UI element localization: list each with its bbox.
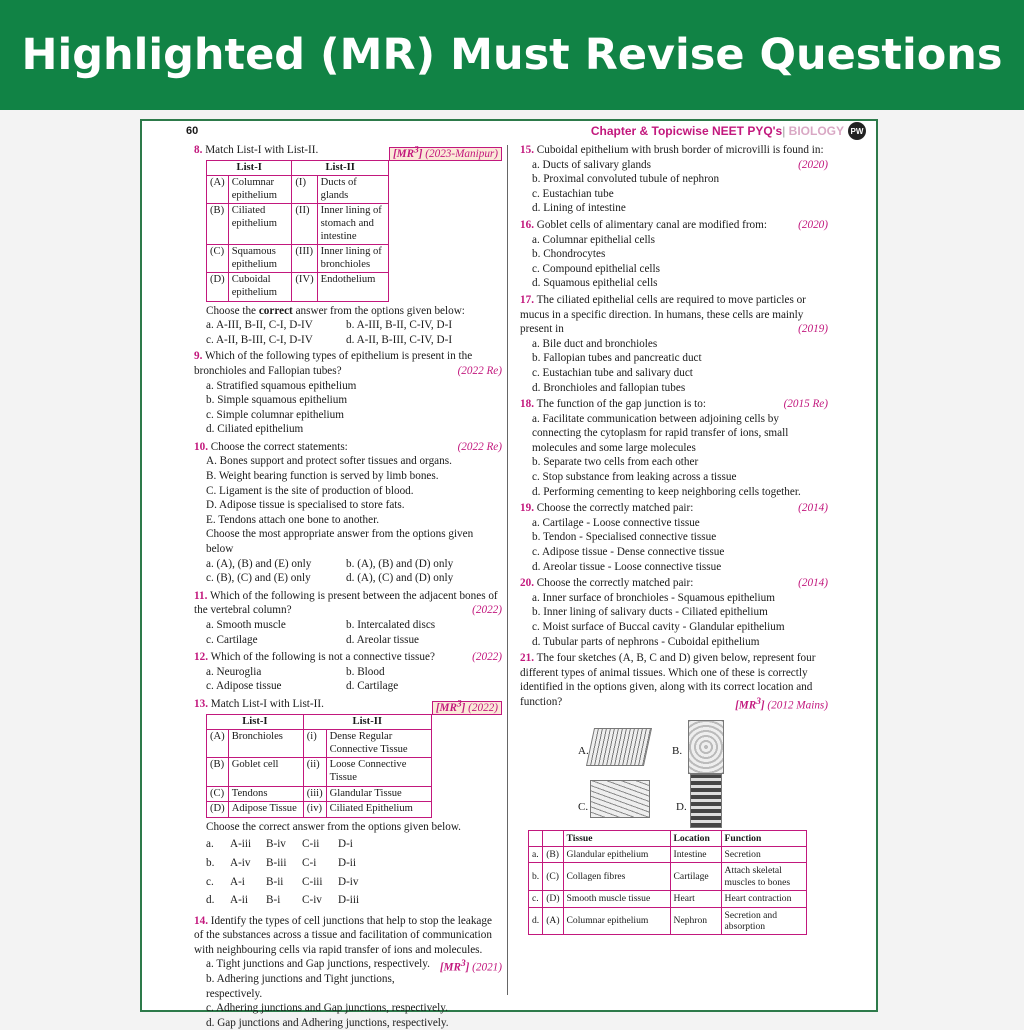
mr-sup: 3	[414, 145, 419, 155]
table-cell: Loose Connective Tissue	[326, 758, 431, 786]
question-number: 14.	[194, 914, 208, 927]
option-a[interactable]: a. (A), (B) and (E) only	[206, 557, 312, 570]
instruction-text: Choose the correct answer from the options given below.	[206, 820, 461, 833]
table-cell: Goblet cell	[228, 758, 303, 786]
option-d[interactable]: d. Squamous epithelial cells	[532, 277, 658, 290]
option-d[interactable]: d. Performing cementing to keep neighboring cells together.	[532, 485, 801, 498]
question-number: 9.	[194, 350, 203, 363]
question-year: (2014)	[798, 577, 828, 590]
table-cell: (A)	[543, 907, 563, 935]
mr-close: ]	[465, 962, 470, 975]
table-cell: (iii)	[303, 786, 326, 802]
table-cell: Columnar epithelium	[563, 907, 670, 935]
page-number: 60	[186, 125, 199, 137]
table-cell: Tendons	[228, 786, 303, 802]
question-year: (2022 Re)	[457, 440, 502, 453]
table-row[interactable]	[529, 863, 807, 891]
question-18	[520, 397, 828, 499]
tissue-sketches	[520, 714, 828, 826]
table-cell: Secretion and absorption	[721, 907, 806, 935]
question-text: The function of the gap junction is to:	[536, 398, 706, 411]
option-b[interactable]: b. Simple squamous epithelium	[206, 394, 348, 407]
table-cell: (D)	[207, 802, 229, 818]
question-text: Choose the correctly matched pair:	[536, 502, 694, 515]
table-cell: (D)	[207, 273, 229, 301]
question-text: Choose the correct statements:	[210, 440, 348, 453]
table-cell: Secretion	[721, 846, 806, 862]
question-number: 16.	[520, 218, 534, 231]
question-year: (2019)	[798, 323, 828, 336]
option-letter: d.	[206, 894, 215, 907]
table-header: Function	[721, 830, 806, 846]
option-c[interactable]: c. Adhering junctions and Gap junctions, respectively.	[206, 1002, 448, 1015]
option-d[interactable]: d. Gap junctions and Adhering junctions, respectively.	[206, 1016, 449, 1029]
table-row	[207, 245, 389, 273]
mr-sup: 3	[460, 959, 466, 970]
option-d[interactable]	[194, 893, 502, 908]
figure-label: C.	[578, 800, 589, 813]
question-year: (2022 Re)	[457, 364, 502, 377]
question-year: (2023-Manipur)	[425, 147, 498, 160]
table-row	[207, 273, 389, 301]
statement: D. Adipose tissue is specialised to store fats.	[206, 499, 405, 512]
page-running-title	[591, 124, 844, 138]
question-text: Match List-I with List-II.	[210, 697, 324, 710]
option-c[interactable]: c. Adipose tissue - Dense connective tissue	[532, 546, 725, 559]
question-text: Which of the following types of epithelium is present in the bronchioles and Fallopian tubes?	[194, 350, 473, 377]
question-number: 18.	[520, 398, 534, 411]
question-year: (2022)	[472, 604, 502, 617]
table-row	[207, 758, 432, 786]
question-19	[520, 501, 828, 574]
question-20	[520, 576, 828, 649]
question-text: Goblet cells of alimentary canal are modified from:	[536, 218, 767, 231]
option-d[interactable]: d. Bronchioles and fallopian tubes	[532, 381, 686, 394]
question-text: Match List-I with List-II.	[205, 144, 319, 156]
option-c[interactable]: c. Eustachian tube	[532, 187, 614, 200]
question-number: 11.	[194, 589, 208, 602]
question-11	[194, 589, 502, 647]
table-cell: (iv)	[303, 802, 326, 818]
option-letter: a.	[206, 838, 214, 851]
match-table	[206, 160, 389, 302]
question-15	[520, 143, 828, 216]
table-cell: (II)	[292, 204, 317, 245]
option-d[interactable]: d. Ciliated epithelium	[206, 423, 304, 436]
option-part: A-iv	[230, 856, 251, 869]
question-text: Choose the correctly matched pair:	[536, 577, 694, 590]
option-part: B-iv	[266, 838, 286, 851]
option-a[interactable]: a. Cartilage - Loose connective tissue	[532, 516, 700, 529]
option-letter: c.	[206, 875, 214, 888]
table-cell: Cuboidal epithelium	[228, 273, 292, 301]
running-title-text: Chapter & Topicwise NEET PYQ's	[590, 124, 783, 138]
right-column	[520, 143, 828, 935]
table-cell: a.	[529, 846, 543, 862]
table-cell: (B)	[207, 758, 229, 786]
table-cell: Cartilage	[670, 863, 721, 891]
option-a[interactable]	[194, 837, 502, 852]
option-part: B-iii	[266, 856, 287, 869]
option-c[interactable]: c. Compound epithelial cells	[532, 262, 661, 275]
mr-close: ]	[418, 147, 423, 160]
instruction-text: Choose the most appropriate answer from the options given below	[206, 528, 474, 556]
table-header	[529, 830, 543, 846]
figure-label: B.	[672, 744, 683, 757]
table-cell: Endothelium	[317, 273, 388, 301]
question-year: (2020)	[798, 158, 828, 171]
table-header: List-II	[292, 160, 389, 176]
option-b[interactable]: b. A-III, B-II, C-IV, D-I	[346, 319, 453, 332]
table-cell: Dense Regular Connective Tissue	[326, 730, 431, 758]
running-title-separator: |	[782, 124, 786, 138]
table-row	[207, 786, 432, 802]
question-text: Which of the following is not a connective tissue?	[210, 651, 435, 664]
option-c[interactable]: c. A-II, B-III, C-I, D-IV	[206, 333, 313, 346]
option-b[interactable]: b. Adhering junctions and Tight junctions, respectively.	[206, 973, 395, 1000]
option-c[interactable]	[194, 875, 502, 890]
option-c[interactable]: c. Cartilage	[206, 633, 258, 646]
table-cell: (B)	[543, 846, 563, 862]
table-cell: (B)	[207, 204, 229, 245]
option-part: D-iv	[338, 875, 359, 888]
table-cell: (C)	[207, 245, 229, 273]
question-tag	[389, 143, 502, 161]
statement: E. Tendons attach one bone to another.	[206, 513, 379, 526]
table-cell: Collagen fibres	[563, 863, 670, 891]
question-year: (2020)	[798, 218, 828, 231]
question-year: (2012 Mains)	[767, 699, 828, 712]
option-part: A-ii	[230, 894, 249, 907]
table-header: List-II	[303, 714, 431, 730]
option-b[interactable]: b. Tendon - Specialised connective tissue	[532, 531, 717, 544]
question-number: 12.	[194, 651, 208, 664]
option-part: C-iv	[302, 894, 322, 907]
statement: B. Weight bearing function is served by limb bones.	[206, 470, 439, 483]
mr-label: [MR	[435, 701, 457, 714]
table-row	[207, 176, 389, 204]
table-cell: Columnar epithelium	[228, 176, 292, 204]
page-header	[142, 121, 876, 143]
statement: A. Bones support and protect softer tissues and organs.	[206, 455, 452, 468]
table-header	[543, 830, 563, 846]
table-cell: Squamous epithelium	[228, 245, 292, 273]
option-part: B-i	[266, 894, 281, 907]
option-row	[194, 333, 502, 348]
question-text: Which of the following is present between the adjacent bones of the vertebral column?	[194, 589, 498, 617]
table-cell: Bronchioles	[228, 730, 303, 758]
table-header: Tissue	[563, 830, 670, 846]
table-cell: Smooth muscle tissue	[563, 891, 670, 907]
question-number: 20.	[520, 577, 534, 590]
question-text: The four sketches (A, B, C and D) given below, represent four different types of animal tissues. Which one of these is correctly identified in the options given, along with its correct location and function?	[520, 652, 816, 708]
option-d[interactable]: d. Areolar tissue	[346, 633, 420, 646]
question-text: Cuboidal epithelium with brush border of microvilli is found in:	[536, 144, 824, 156]
table-cell: Ducts of glands	[317, 176, 388, 204]
option-b[interactable]: b. Fallopian tubes and pancreatic duct	[532, 352, 702, 365]
option-b[interactable]: b. Chondrocytes	[532, 248, 606, 261]
option-a[interactable]: a. Neuroglia	[206, 665, 262, 678]
question-8	[194, 143, 502, 347]
option-a[interactable]: a. Bile duct and bronchioles	[532, 337, 658, 350]
question-tag	[432, 697, 502, 715]
question-9	[194, 349, 502, 437]
mr-badge	[432, 698, 502, 715]
table-row	[207, 730, 432, 758]
cardiac-muscle-sketch	[690, 774, 722, 828]
option-d[interactable]: d. Tubular parts of nephrons - Cuboidal epithelium	[532, 635, 760, 648]
option-a[interactable]: a. Facilitate communication between adjoining cells by connecting the cytoplasm for rapid transfer of ions, small molecules and some large molecules	[532, 412, 789, 454]
match-table	[206, 714, 432, 818]
table-cell: (A)	[207, 176, 229, 204]
table-cell: Inner lining of bronchioles	[317, 245, 388, 273]
table-cell: (III)	[292, 245, 317, 273]
option-a[interactable]: a. Columnar epithelial cells	[532, 233, 656, 246]
option-part: D-i	[338, 838, 353, 851]
option-b[interactable]: b. Proximal convoluted tubule of nephron	[532, 173, 720, 186]
book-page	[140, 119, 878, 1029]
option-c[interactable]: c. Adipose tissue	[206, 680, 282, 693]
glandular-tissue-sketch	[688, 720, 724, 774]
question-tag	[440, 957, 502, 975]
table-cell: Glandular Tissue	[326, 786, 431, 802]
question-number: 13.	[194, 697, 208, 710]
banner-title: Highlighted (MR) Must Revise Questions	[21, 30, 1003, 80]
question-12	[194, 650, 502, 694]
table-cell: Heart	[670, 891, 721, 907]
question-year: (2014)	[798, 502, 828, 515]
option-row	[194, 318, 502, 333]
table-row	[207, 802, 432, 818]
table-cell: (C)	[207, 786, 229, 802]
table-row	[207, 204, 389, 245]
table-cell: (A)	[207, 730, 229, 758]
option-c[interactable]: c. Stop substance from leaking across a tissue	[532, 471, 737, 484]
question-10	[194, 440, 502, 586]
option-d[interactable]: d. Cartilage	[346, 680, 399, 693]
option-c[interactable]: c. Eustachian tube and salivary duct	[532, 366, 693, 379]
option-b[interactable]: b. Blood	[346, 665, 385, 678]
table-cell: Intestine	[670, 846, 721, 862]
option-d[interactable]: d. Areolar tissue - Loose connective tissue	[532, 560, 722, 573]
table-cell: Adipose Tissue	[228, 802, 303, 818]
option-a[interactable]: a. Stratified squamous epithelium	[206, 379, 357, 392]
question-tag	[735, 695, 828, 713]
question-14	[194, 914, 502, 1030]
table-cell: (IV)	[292, 273, 317, 301]
question-number: 19.	[520, 502, 534, 515]
option-a[interactable]: a. Tight junctions and Gap junctions, respectively.	[206, 958, 430, 971]
instruction-part: Choose the	[206, 304, 259, 317]
table-cell: b.	[529, 863, 543, 891]
option-c[interactable]: c. (B), (C) and (E) only	[206, 572, 311, 585]
instruction-text	[194, 304, 502, 319]
table-row[interactable]	[529, 846, 807, 862]
mr-badge	[389, 147, 502, 161]
statement: C. Ligament is the site of production of blood.	[206, 484, 414, 497]
option-letter: b.	[206, 856, 215, 869]
table-cell: Inner lining of stomach and intestine	[317, 204, 388, 245]
instruction-part: answer from the options given below:	[292, 304, 465, 317]
option-part: A-i	[230, 875, 245, 888]
column-divider	[507, 145, 508, 995]
option-part: B-ii	[266, 875, 284, 888]
table-cell: Ciliated Epithelium	[326, 802, 431, 818]
table-cell: d.	[529, 907, 543, 935]
table-cell: Nephron	[670, 907, 721, 935]
question-number: 10.	[194, 440, 208, 453]
option-part: C-i	[302, 856, 317, 869]
option-row	[194, 557, 502, 572]
table-row[interactable]	[529, 891, 807, 907]
question-number: 8.	[194, 144, 203, 156]
option-a[interactable]: a. Ducts of salivary glands	[532, 158, 651, 171]
table-cell: c.	[529, 891, 543, 907]
table-row[interactable]	[529, 907, 807, 935]
banner	[0, 0, 1024, 110]
question-year: (2015 Re)	[783, 398, 828, 411]
option-d[interactable]: d. A-II, B-III, C-IV, D-I	[346, 333, 453, 346]
table-cell: Heart contraction	[721, 891, 806, 907]
table-header: List-I	[207, 714, 304, 730]
option-part: D-ii	[338, 856, 357, 869]
figure-label: A.	[578, 744, 589, 757]
question-year: (2022)	[468, 701, 498, 714]
options-table	[528, 830, 807, 936]
question-number: 17.	[520, 293, 534, 306]
left-column	[194, 143, 502, 1030]
table-cell: (C)	[543, 863, 563, 891]
mr-label: [MR	[392, 147, 415, 160]
table-cell: Ciliated epithelium	[228, 204, 292, 245]
instruction-bold: correct	[258, 304, 293, 317]
table-cell: (I)	[292, 176, 317, 204]
question-13	[194, 697, 502, 908]
mr-close: ]	[461, 701, 466, 714]
option-row	[194, 633, 502, 648]
question-16	[520, 218, 828, 291]
figure-label: D.	[676, 800, 687, 813]
mr-sup: 3	[456, 698, 462, 709]
option-c[interactable]: c. Simple columnar epithelium	[206, 408, 344, 421]
option-b[interactable]: b. (A), (B) and (D) only	[346, 557, 454, 570]
question-21	[520, 651, 828, 935]
option-b[interactable]: b. Separate two cells from each other	[532, 456, 699, 469]
option-row	[194, 665, 502, 680]
question-year: (2022)	[472, 651, 502, 664]
question-number: 15.	[520, 144, 534, 156]
option-part: C-iii	[302, 875, 323, 888]
mr-close: ]	[760, 699, 765, 712]
running-title-subject: BIOLOGY	[788, 124, 844, 138]
option-b[interactable]: b. Intercalated discs	[346, 619, 436, 631]
option-part: C-ii	[302, 838, 320, 851]
question-number: 21.	[520, 652, 534, 665]
table-cell: (ii)	[303, 758, 326, 786]
option-a[interactable]: a. Inner surface of bronchioles - Squamous epithelium	[532, 591, 775, 604]
question-text: Identify the types of cell junctions that help to stop the leakage of the substances across a tissue and facilitation of communication with neighbouring cells via rapid transfer of ions and molecules.	[194, 914, 492, 956]
table-cell: Attach skeletal muscles to bones	[721, 863, 806, 891]
option-c[interactable]: c. Moist surface of Buccal cavity - Glandular epithelium	[532, 621, 785, 633]
option-part: A-iii	[230, 838, 252, 851]
table-cell: (i)	[303, 730, 326, 758]
option-b[interactable]	[194, 856, 502, 871]
mr-label: [MR	[735, 699, 757, 712]
smooth-muscle-sketch	[590, 780, 650, 818]
mr-label: [MR	[439, 962, 461, 975]
table-cell: Glandular epithelium	[563, 846, 670, 862]
option-d[interactable]: d. Lining of intestine	[532, 202, 626, 215]
option-row	[194, 618, 502, 633]
question-17	[520, 293, 828, 395]
table-header: List-I	[207, 160, 292, 176]
option-row	[194, 679, 502, 694]
option-part: D-iii	[338, 894, 360, 907]
option-row	[194, 571, 502, 586]
mr-sup: 3	[756, 696, 761, 707]
table-cell: (D)	[543, 891, 563, 907]
table-header: Location	[670, 830, 721, 846]
question-text: The ciliated epithelial cells are required to move particles or mucus in a specific direction. In humans, these cells are mainly present in	[520, 293, 806, 336]
option-b[interactable]: b. Inner lining of salivary ducts - Ciliated epithelium	[532, 606, 768, 619]
option-d[interactable]: d. (A), (C) and (D) only	[346, 572, 454, 585]
pw-logo: PW	[848, 122, 866, 140]
option-a[interactable]: a. A-III, B-II, C-I, D-IV	[206, 319, 313, 332]
question-year: (2021)	[472, 962, 502, 975]
columnar-tissue-sketch	[586, 728, 652, 766]
option-a[interactable]: a. Smooth muscle	[206, 619, 286, 631]
